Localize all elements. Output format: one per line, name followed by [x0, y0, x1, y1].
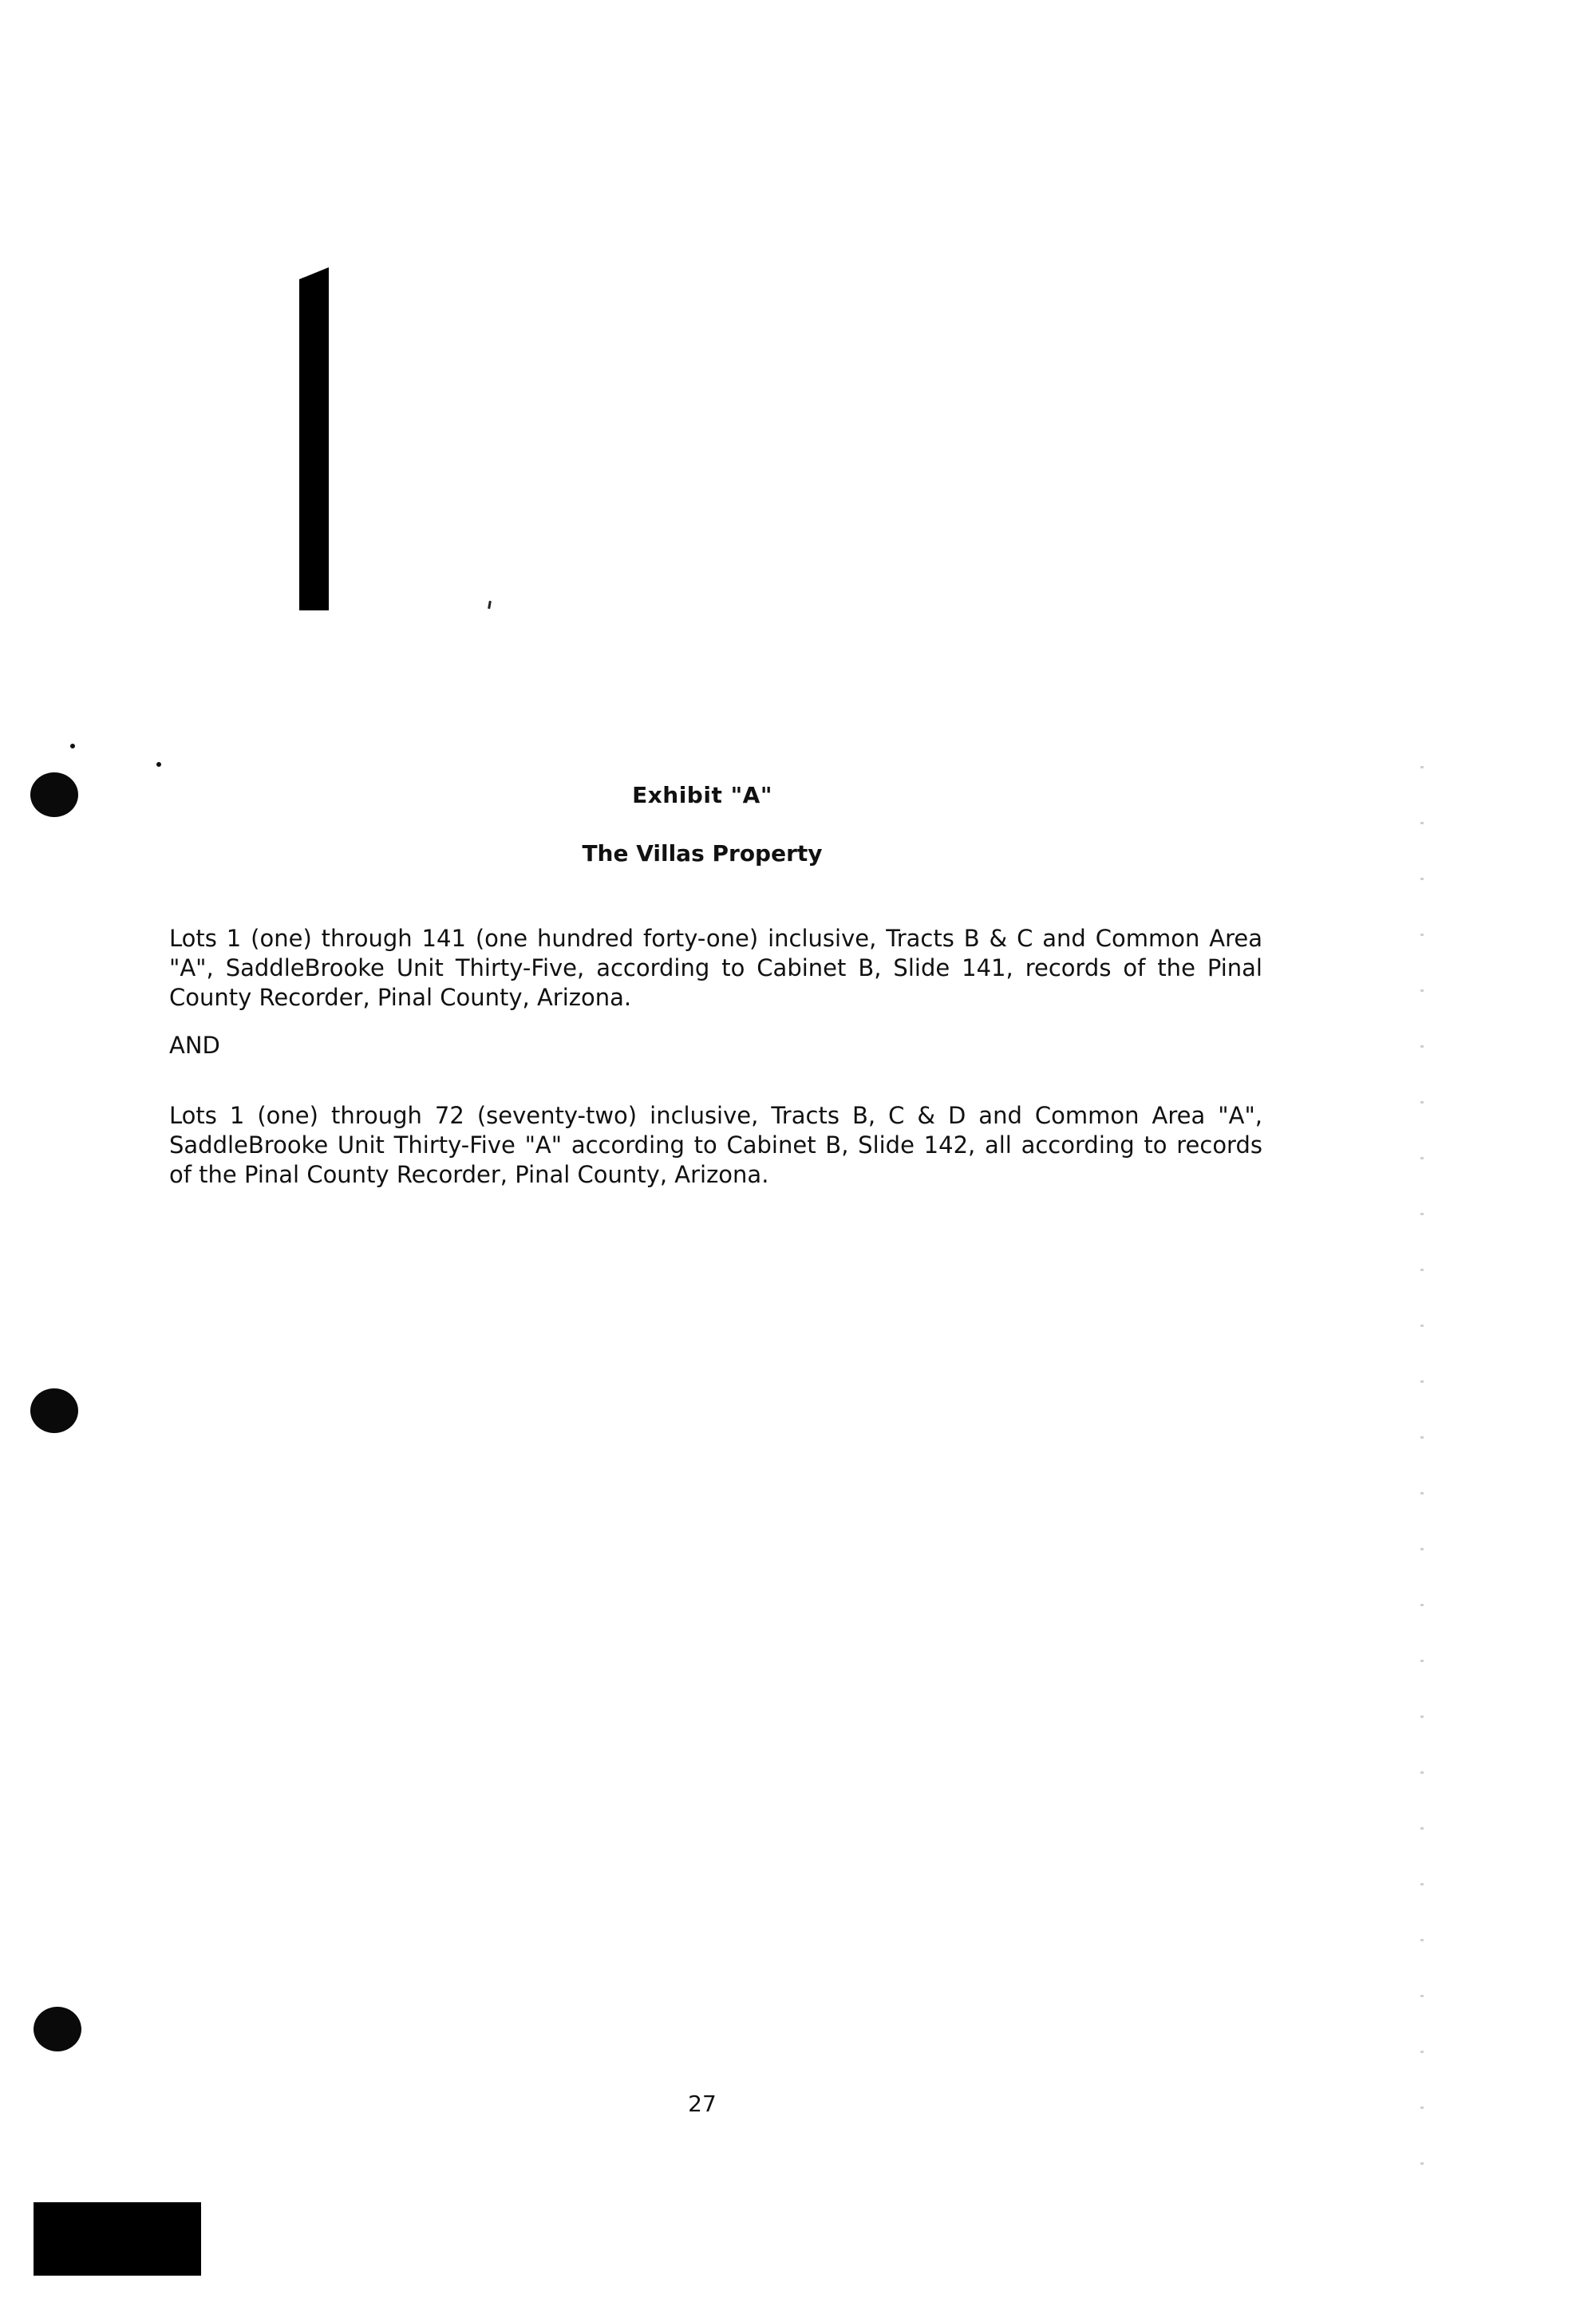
scan-artifact-tick: [488, 601, 492, 609]
punch-hole-bottom: [34, 2007, 81, 2051]
scan-artifact-block: [34, 2202, 201, 2276]
scan-margin-marks: [1420, 766, 1424, 2170]
scan-artifact-dot: [156, 762, 161, 767]
conjunction-paragraph: AND: [169, 1032, 220, 1059]
exhibit-title: Exhibit "A": [632, 782, 772, 808]
exhibit-subtitle: The Villas Property: [582, 840, 823, 867]
scan-artifact-dot: [70, 744, 75, 748]
punch-hole-middle: [30, 1388, 78, 1433]
page-number: 27: [688, 2091, 717, 2117]
legal-description-paragraph: Lots 1 (one) through 141 (one hundred forty-one) inclusive, Tracts B & C and Common Area "A", SaddleBrooke Unit Thirty-Five, according to Cabinet B, Slide 141, records of the Pinal County Recorder, Pinal County, Arizona.: [169, 925, 1262, 1011]
scan-artifact-bar: [299, 279, 329, 610]
legal-description-paragraph: Lots 1 (one) through 72 (seventy-two) inclusive, Tracts B, C & D and Common Area "A", SaddleBrooke Unit Thirty-Five "A" according to Cabinet B, Slide 142, all according to records of the Pinal County Recorder, Pinal County, Arizona.: [169, 1102, 1262, 1188]
